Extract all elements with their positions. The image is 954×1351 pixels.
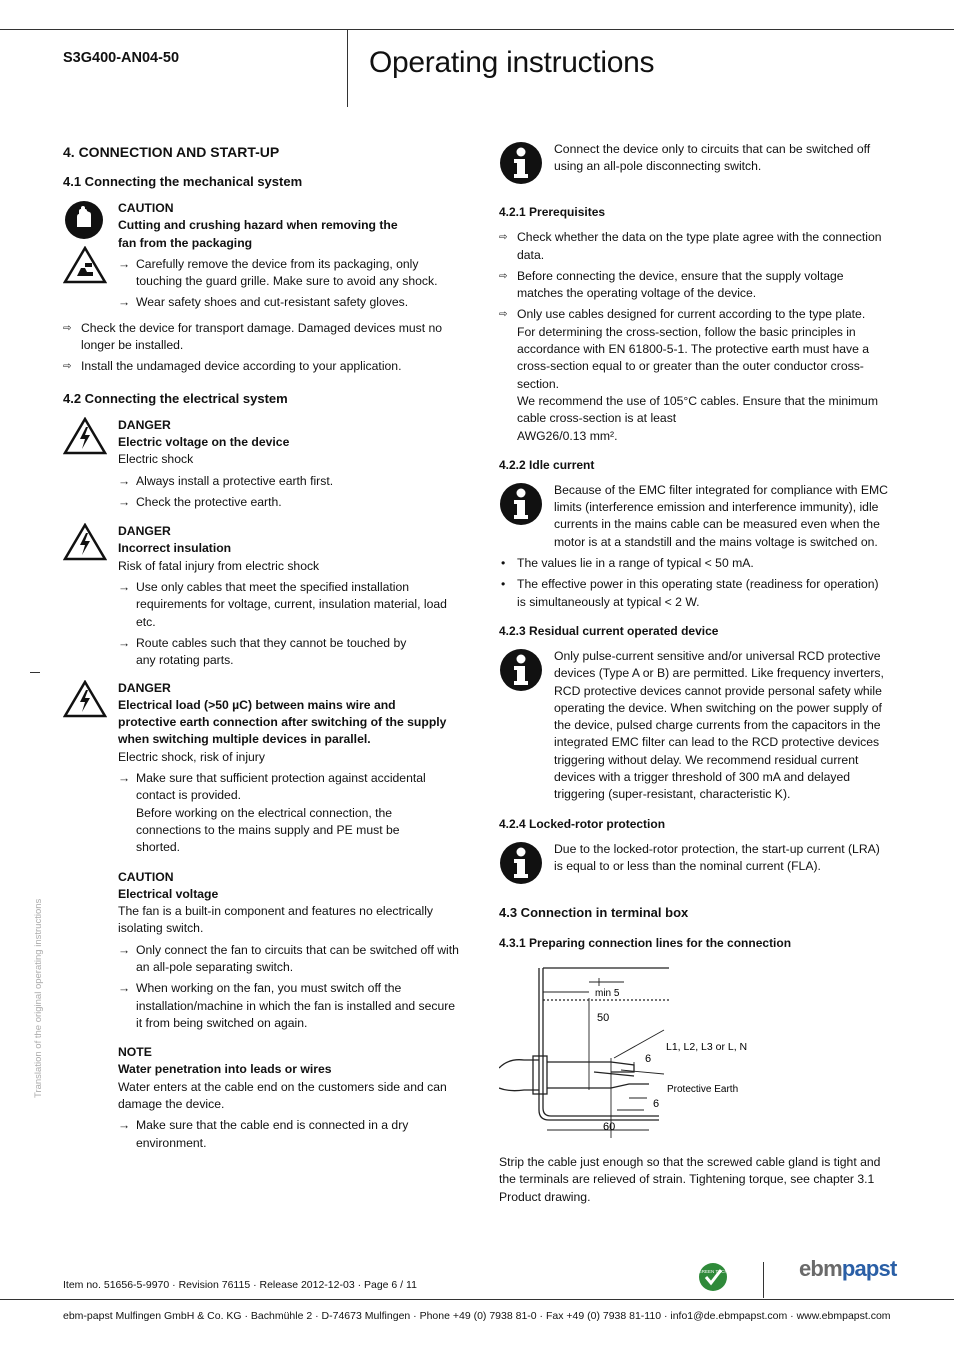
strip-instructions: Strip the cable just enough so that the screwed cable gland is tight and the terminals are relieved of strain. Tightening torque, see chapter 3.1 Product drawing. <box>499 1154 881 1204</box>
check-item: ⇨ Install the undamaged device according to your application. <box>63 358 463 375</box>
check-item: ⇨ Check the device for transport damage. Damaged devices must no longer be installed. <box>63 320 443 353</box>
gloves-icon <box>63 200 105 240</box>
footer-rule <box>0 1299 954 1300</box>
instruction-item: → Route cables such that they cannot be touched by any rotating parts. <box>118 635 428 670</box>
cable-stripping-diagram <box>499 960 759 1140</box>
note-text: Water enters at the cable end on the customers side and can damage the device. <box>118 1079 447 1112</box>
arrow-right-icon: ⇨ <box>499 232 508 244</box>
instruction-item: → When working on the fan, you must switch off the installation/machine in which the fan is installed and secure it from being switched on again. <box>118 980 463 1032</box>
header-rule <box>0 29 954 30</box>
arrow-right-icon: ⇨ <box>499 309 508 321</box>
danger-notice-electrical-load <box>63 680 463 1156</box>
info-icon <box>499 141 543 185</box>
danger-label: DANGER <box>118 417 171 432</box>
danger-notice-insulation <box>63 523 463 673</box>
document-id: S3G400-AN04-50 <box>63 50 180 66</box>
instruction-item: → Use only cables that meet the specified installation requirements for voltage, current, insulation material, load etc. <box>118 579 463 631</box>
dimension-label: 6 <box>653 1097 660 1110</box>
subsection-4-3-title: 4.3 Connection in terminal box <box>499 904 689 920</box>
left-column <box>63 143 463 1160</box>
danger-notice-voltage <box>63 417 463 515</box>
arrow-right-icon: ⇨ <box>63 361 72 373</box>
subsection-4-1-title: 4.1 Connecting the mechanical system <box>63 174 303 189</box>
page-title: Operating instructions <box>369 46 655 79</box>
electric-hazard-icon <box>63 417 107 455</box>
header-divider <box>347 29 348 107</box>
dimension-label: min 5 <box>595 987 620 999</box>
info-icon <box>499 648 543 692</box>
caution-label: CAUTION <box>118 869 174 884</box>
svg-text:GREEN TECH: GREEN TECH <box>698 1269 728 1274</box>
note-label: NOTE <box>118 1045 152 1060</box>
subsection-4-2-title: 4.2 Connecting the electrical system <box>63 390 288 406</box>
ebmpapst-logo: ebmpapst <box>799 1256 897 1281</box>
subsection-4-2-1-title: 4.2.1 Prerequisites <box>499 205 606 220</box>
margin-mark <box>30 672 40 673</box>
instruction-item: → Wear safety shoes and cut-resistant safety gloves. <box>118 294 463 311</box>
green-tech-icon <box>698 1262 728 1292</box>
info-icon <box>499 841 543 885</box>
info-notice-switch: Connect the device only to circuits that can be switched off using an all-pole disconnecting switch. <box>499 141 889 190</box>
footer-address: ebm-papst Mulfingen GmbH & Co. KG · Bachmühle 2 · D-74673 Mulfingen · Phone +49 (0) 7938 81-0 · Fax +49 (0) 7938 81-110 · info1@de.ebmpapst.com · www.ebmpapst.com <box>63 1310 891 1322</box>
danger-text: Electric shock <box>118 452 194 467</box>
subsection-4-2-4-title: 4.2.4 Locked-rotor protection <box>499 816 666 831</box>
dimension-label: 50 <box>597 1011 610 1024</box>
dimension-label: 60 <box>603 1120 616 1133</box>
instruction-item: → Make sure that sufficient protection against accidental contact is provided. Before working on the electrical connection, the connections to the mains supply and PE must be shorted. <box>118 770 463 856</box>
electric-hazard-icon <box>63 523 107 561</box>
sidebar-note: Translation of the original operating instructions <box>33 898 44 1098</box>
right-column <box>499 141 889 1206</box>
protective-earth-label: Protective Earth <box>667 1083 739 1095</box>
danger-title: Electric voltage on the device <box>118 434 290 449</box>
logo-divider <box>763 1262 764 1298</box>
subsection-4-3-1-title: 4.3.1 Preparing connection lines for the connection <box>499 935 792 950</box>
danger-title: Electrical load (>50 µC) between mains wire and protective earth connection after switching of the supply when switching multiple devices in parallel. <box>118 697 447 747</box>
check-item: ⇨ Only use cables designed for current according to the type plate. For determining the cross-section, follow the basic principles in accordance with EN 61800-5-1. The protective earth must have a cross-section equal to or greater than the outer conductor cross-section. We recommend the use of 105°C cables. Ensure that the minimum cable cross-section is at least AWG26/0.13 mm². <box>499 307 878 443</box>
arrow-right-icon: ⇨ <box>63 322 72 334</box>
dimension-label: 6 <box>645 1052 652 1065</box>
list-item: • The values lie in a range of typical < 50 mA. <box>501 556 754 571</box>
info-notice-rcd: Only pulse-current sensitive and/or universal RCD protective devices (Type A or B) are permitted. Like frequency inverters, RCD protective devices cannot provide personal safety while operating the device. When switching on the power supply of the device, pulsed charge currents from the capacitors in the integrated EMC filter can lead to the RCD protective devices triggering without delay. We recommend residual current devices with a trigger threshold of 300 mA and delayed triggering (super-resistant, characteristic K). <box>499 648 889 804</box>
instruction-item: → Always install a protective earth first. <box>118 473 463 490</box>
subsection-4-2-2-title: 4.2.2 Idle current <box>499 457 595 472</box>
info-notice-locked-rotor: Due to the locked-rotor protection, the start-up current (LRA) is equal to or less than the nominal current (FLA). <box>499 841 889 890</box>
caution-label: CAUTION <box>118 201 174 215</box>
caution-title: Cutting and crushing hazard when removing the fan from the packaging <box>118 218 398 250</box>
caution-text: The fan is a built-in component and features no electrically isolating switch. <box>118 904 434 936</box>
instruction-item: → Carefully remove the device from its packaging, only touching the guard grille. Make sure to avoid any shock. <box>118 256 463 291</box>
note-title: Water penetration into leads or wires <box>118 1062 332 1077</box>
info-notice-idle-current: Because of the EMC filter integrated for compliance with EMC limits (interference emission and interference immunity), idle currents in the mains cable can be measured even when the motor is at a standstill and the mains voltage is switched on. <box>499 482 889 551</box>
danger-text: Risk of fatal injury from electric shock <box>118 558 320 573</box>
electric-hazard-icon <box>63 680 107 718</box>
check-item: ⇨ Check whether the data on the type plate agree with the connection data. <box>499 230 882 262</box>
danger-label: DANGER <box>118 680 171 695</box>
footer-item-info: Item no. 51656-5-9970 · Revision 76115 · Release 2012-12-03 · Page 6 / 11 <box>63 1279 417 1291</box>
list-item: • The effective power in this operating state (readiness for operation) is simultaneously at typical < 2 W. <box>501 577 879 609</box>
caution-title: Electrical voltage <box>118 886 219 901</box>
danger-text: Electric shock, risk of injury <box>118 749 265 764</box>
subsection-4-2-3-title: 4.2.3 Residual current operated device <box>499 623 719 638</box>
crushing-hazard-icon <box>63 246 107 284</box>
instruction-item: → Only connect the fan to circuits that can be switched off with an all-pole separating switch. <box>118 942 463 977</box>
instruction-item: → Check the protective earth. <box>118 494 463 511</box>
wires-label: L1, L2, L3 or L, N <box>666 1040 748 1053</box>
danger-label: DANGER <box>118 524 171 539</box>
check-item: ⇨ Before connecting the device, ensure that the supply voltage matches the operating voltage of the device. <box>499 268 844 301</box>
section-title: 4. CONNECTION AND START-UP <box>63 144 280 160</box>
danger-title: Incorrect insulation <box>118 541 232 556</box>
arrow-right-icon: ⇨ <box>499 270 508 282</box>
caution-notice-cutting <box>63 200 463 316</box>
instruction-item: → Make sure that the cable end is connected in a dry environment. <box>118 1117 418 1152</box>
info-icon <box>499 482 543 526</box>
